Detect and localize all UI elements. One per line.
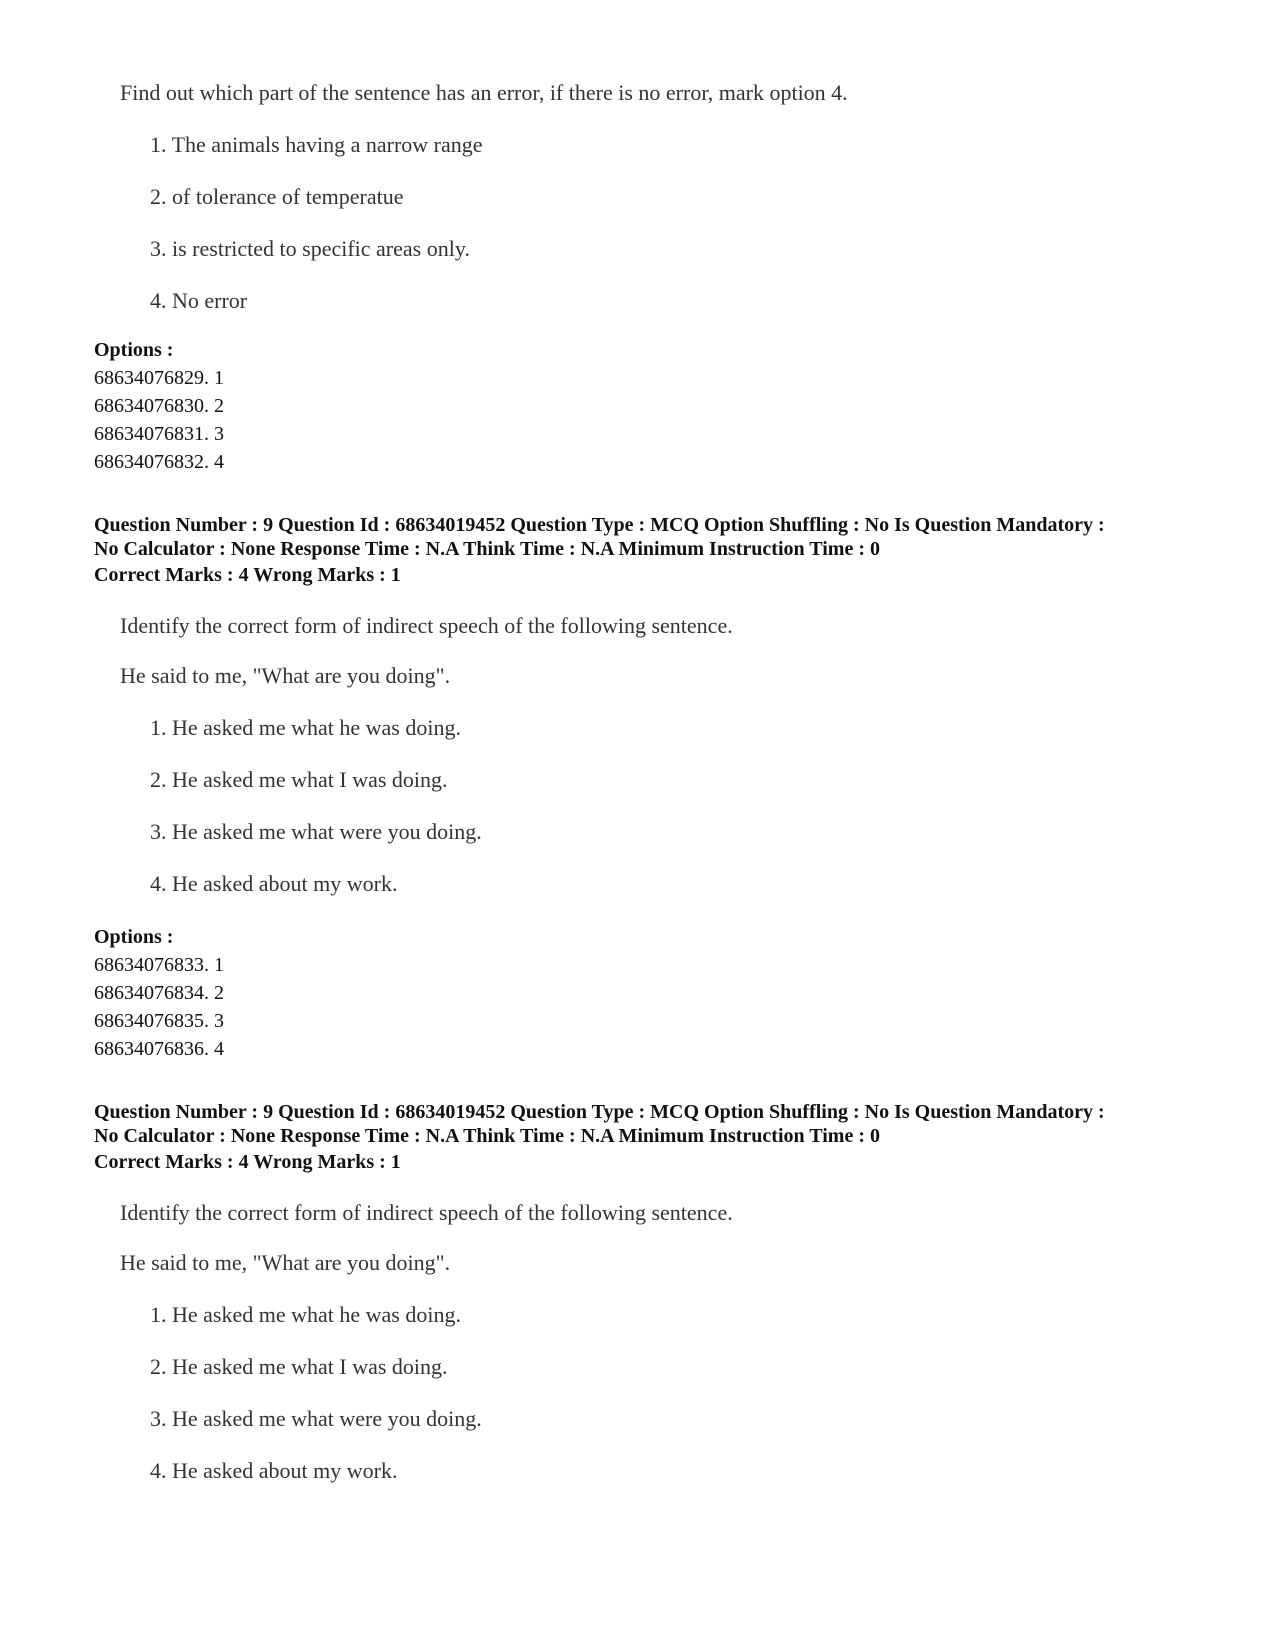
option-id-line: 68634076830. 2 <box>94 395 224 417</box>
question-choice-1: 1. He asked me what he was doing. <box>150 1302 461 1327</box>
option-id-line: 68634076835. 3 <box>94 1010 224 1032</box>
question-meta-line-1: Question Number : 9 Question Id : 68634019452 Question Type : MCQ Option Shuffling : No Is Question Mandatory : <box>94 514 1105 536</box>
question-meta-line-2: No Calculator : None Response Time : N.A Think Time : N.A Minimum Instruction Time : 0 <box>94 1125 880 1147</box>
option-id-line: 68634076836. 4 <box>94 1038 224 1060</box>
question-choice-4: 4. He asked about my work. <box>150 871 398 896</box>
question-choice-2: 2. of tolerance of temperatue <box>150 184 404 209</box>
question-instruction: Find out which part of the sentence has an error, if there is no error, mark option 4. <box>120 80 848 105</box>
question-choice-4: 4. He asked about my work. <box>150 1458 398 1483</box>
question-choice-3: 3. He asked me what were you doing. <box>150 1406 482 1431</box>
question-choice-2: 2. He asked me what I was doing. <box>150 1354 448 1379</box>
question-choice-1: 1. The animals having a narrow range <box>150 132 483 157</box>
question-choice-3: 3. He asked me what were you doing. <box>150 819 482 844</box>
question-meta-line-1: Question Number : 9 Question Id : 68634019452 Question Type : MCQ Option Shuffling : No Is Question Mandatory : <box>94 1101 1105 1123</box>
question-marks: Correct Marks : 4 Wrong Marks : 1 <box>94 1151 401 1173</box>
question-choice-3: 3. is restricted to specific areas only. <box>150 236 470 261</box>
option-id-line: 68634076831. 3 <box>94 423 224 445</box>
question-instruction: Identify the correct form of indirect speech of the following sentence. <box>120 1200 733 1225</box>
question-choice-4: 4. No error <box>150 288 248 313</box>
options-label: Options : <box>94 926 174 948</box>
question-meta-line-2: No Calculator : None Response Time : N.A Think Time : N.A Minimum Instruction Time : 0 <box>94 538 880 560</box>
option-id-line: 68634076829. 1 <box>94 367 224 389</box>
options-label: Options : <box>94 339 174 361</box>
option-id-line: 68634076833. 1 <box>94 954 224 976</box>
question-sentence: He said to me, "What are you doing". <box>120 663 451 688</box>
option-id-line: 68634076832. 4 <box>94 451 224 473</box>
question-choice-2: 2. He asked me what I was doing. <box>150 767 448 792</box>
question-sentence: He said to me, "What are you doing". <box>120 1250 451 1275</box>
question-marks: Correct Marks : 4 Wrong Marks : 1 <box>94 564 401 586</box>
question-choice-1: 1. He asked me what he was doing. <box>150 715 461 740</box>
option-id-line: 68634076834. 2 <box>94 982 224 1004</box>
question-instruction: Identify the correct form of indirect speech of the following sentence. <box>120 613 733 638</box>
